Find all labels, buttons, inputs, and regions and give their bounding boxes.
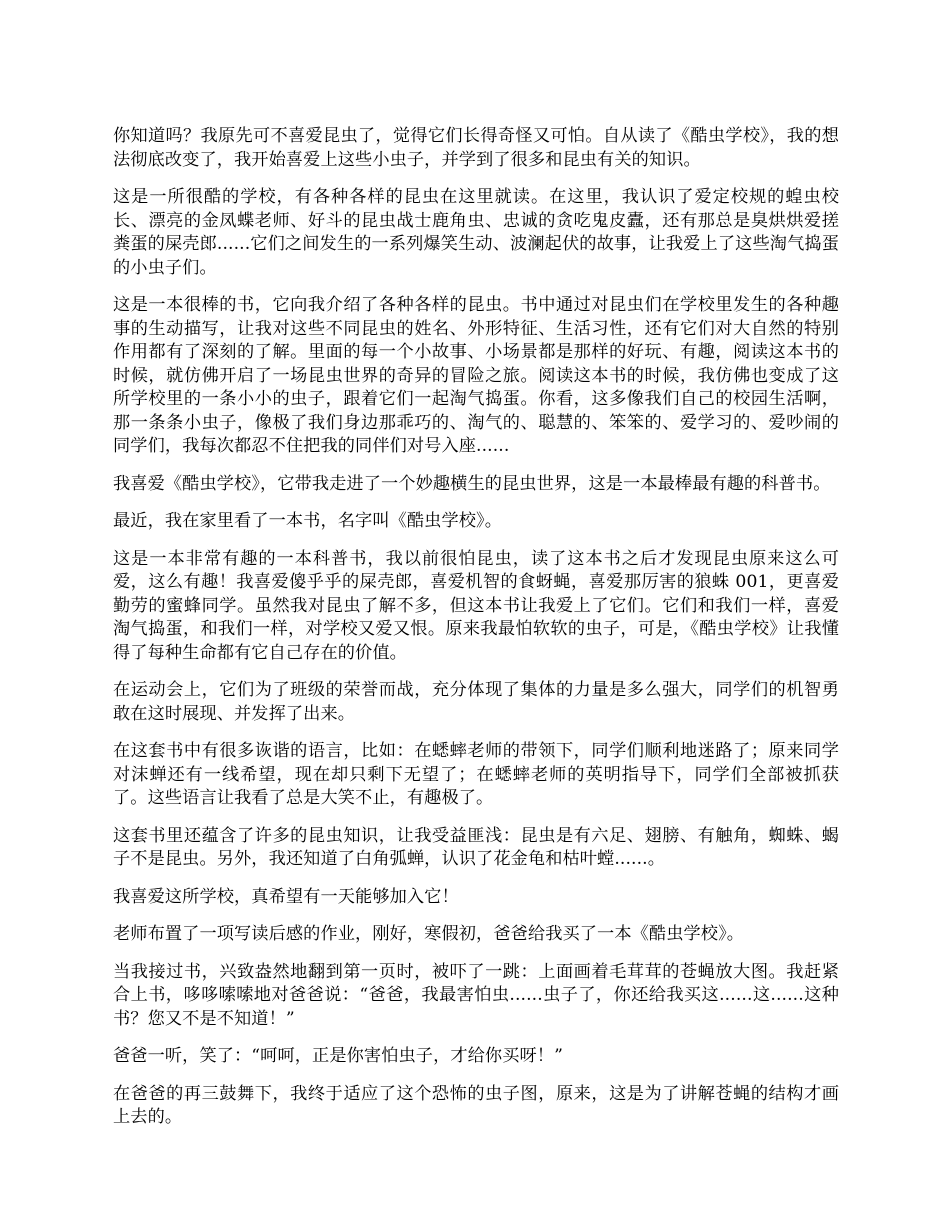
paragraph: 在运动会上，它们为了班级的荣誉而战，充分体现了集体的力量是多么强大，同学们的机智勇敢在这时展现、并发挥了出来。 (113, 680, 839, 724)
paragraph: 这是一本很棒的书，它向我介绍了各种各样的昆虫。书中通过对昆虫们在学校里发生的各种趣事的生动描写，让我对这些不同昆虫的姓名、外形特征、生活习性，还有它们对大自然的特别作用都有了深刻的了解。里面的每一个小故事、小场景都是那样的好玩、有趣，阅读这本书的时候，就仿佛开启了一场昆虫世界的奇异的冒险之旅。阅读这本书的时候，我仿佛也变成了这所学校里的一条小小的虫子，跟着它们一起淘气捣蛋。你看，这多像我们自己的校园生活啊，那一条条小虫子，像极了我们身边那乖巧的、淘气的、聪慧的、笨笨的、爱学习的、爱吵闹的同学们，我每次都忍不住把我的同伴们对号入座...... (113, 295, 839, 456)
paragraph: 这是一所很酷的学校，有各种各样的昆虫在这里就读。在这里，我认识了爱定校规的蝗虫校长、漂亮的金凤蝶老师、好斗的昆虫战士鹿角虫、忠诚的贪吃鬼皮蠹，还有那总是臭烘烘爱搓粪蛋的屎壳郎......它们之间发生的一系列爆笑生动、波澜起伏的故事，让我爱上了这些淘气捣蛋的小虫子们。 (113, 187, 839, 278)
paragraph: 这套书里还蕴含了许多的昆虫知识，让我受益匪浅：昆虫是有六足、翅膀、有触角，蜘蛛、蝎子不是昆虫。另外，我还知道了白角弧蝉，认识了花金龟和枯叶螳......。 (113, 825, 839, 869)
paragraph: 当我接过书，兴致盎然地翻到第一页时，被吓了一跳：上面画着毛茸茸的苍蝇放大图。我赶紧合上书，哆哆嗦嗦地对爸爸说：“爸爸，我最害怕虫......虫子了，你还给我买这......这......这种书？您又不是不知道！” (113, 961, 839, 1029)
paragraph: 最近，我在家里看了一本书，名字叫《酷虫学校》。 (113, 511, 503, 531)
paragraph: 我喜爱《酷虫学校》，它带我走进了一个妙趣横生的昆虫世界，这是一本最棒最有趣的科普书。 (113, 473, 831, 494)
paragraph: 这是一本非常有趣的一本科普书，我以前很怕昆虫，读了这本书之后才发现昆虫原来这么可爱，这么有趣！我喜爱傻乎乎的屎壳郎，喜爱机智的食蚜蝇，喜爱那厉害的狼蛛 001，更喜爱勤劳的蜜蜂同学。虽然我对昆虫了解不多，但这本书让我爱上了它们。它们和我们一样，喜爱淘气捣蛋，和我们一样，对学校又爱又恨。原来我最怕软软的虫子，可是，《酷虫学校》让我懂得了每种生命都有它自己存在的价值。 (113, 548, 839, 663)
paragraph: 在这套书中有很多诙谐的语言，比如：在蟋蟀老师的带领下，同学们顺利地迷路了；原来同学对沫蝉还有一线希望，现在却只剩下无望了；在蟋蟀老师的英明指导下，同学们全部被抓获了。这些语言让我看了总是大笑不止，有趣极了。 (113, 741, 839, 808)
paragraph: 我喜爱这所学校，真希望有一天能够加入它！ (113, 886, 459, 907)
paragraph: 在爸爸的再三鼓舞下，我终于适应了这个恐怖的虫子图，原来，这是为了讲解苍蝇的结构才画上去的。 (113, 1083, 839, 1127)
paragraph: 老师布置了一项写读后感的作业，刚好，寒假初，爸爸给我买了一本《酷虫学校》。 (113, 924, 745, 944)
document-body (113, 125, 839, 1144)
paragraph: 爸爸一听，笑了：“呵呵，正是你害怕虫子，才给你买呀！” (113, 1046, 563, 1066)
paragraph: 你知道吗？我原先可不喜爱昆虫了，觉得它们长得奇怪又可怕。自从读了《酷虫学校》，我的想法彻底改变了，我开始喜爱上这些小虫子，并学到了很多和昆虫有关的知识。 (113, 126, 839, 170)
